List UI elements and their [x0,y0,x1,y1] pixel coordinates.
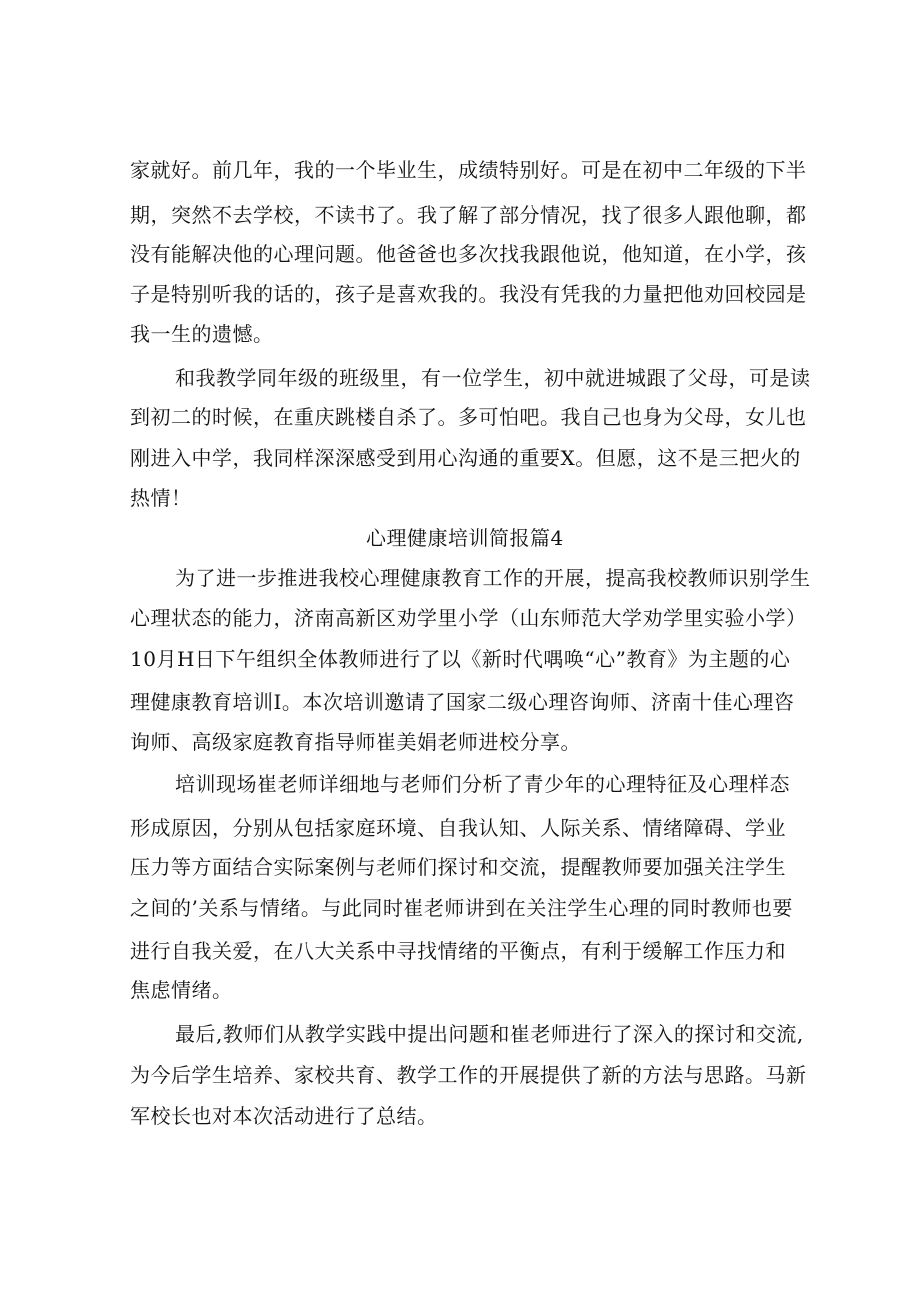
paragraph-1-line-5: 我一生的遗憾。 [130,322,274,346]
paragraph-2-line-4: 热情！ [130,486,192,510]
paragraph-2-line-3: 刚进入中学，我同样深深感受到用心沟通的重要X。但愿，这不是三把火的 [130,446,801,470]
paragraph-4-line-3: 压力等方面结合实际案例与老师们探讨和交流，提醒教师要加强关注学生 [130,855,786,879]
paragraph-5-line-2: 为今后学生培养、家校共育、教学工作的开展提供了新的方法与思路。马新 [130,1063,807,1087]
paragraph-5-line-1: 最后,教师们从教学实践中提出问题和崔老师进行了深入的探讨和交流, [175,1022,804,1046]
paragraph-3-line-2: 心理状态的能力，济南高新区劝学里小学（山东师范大学劝学里实验小学） [130,606,807,630]
paragraph-1-line-2: 期，突然不去学校，不读书了。我了解了部分情况，找了很多人跟他聊，都 [130,203,807,227]
paragraph-3-line-3: 10月H日下午组织全体教师进行了以《新时代喁唤“心”教育》为主题的心 [130,647,791,671]
paragraph-4-line-5: 进行自我关爱，在八大关系中寻找情绪的平衡点，有利于缓解工作压力和 [130,939,786,963]
paragraph-4-line-6: 焦虑情绪。 [130,978,233,1002]
paragraph-2-line-1: 和我教学同年级的班级里，有一位学生，初中就进城跟了父母，可是读 [175,366,811,390]
paragraph-1-line-1: 家就好。前几年，我的一个毕业生，成绩特别好。可是在初中二年级的下半 [130,158,807,182]
paragraph-4-line-1: 培训现场崔老师详细地与老师们分析了青少年的心理特征及心理样态 [175,772,790,796]
paragraph-5-line-3: 军校长也对本次活动进行了总结。 [130,1104,438,1128]
paragraph-1-line-3: 没有能解决他的心理问题。他爸爸也多次找我跟他说，他知道，在小学，孩 [130,242,807,266]
paragraph-3-line-1: 为了进一步推进我校心理健康教育工作的开展，提高我校教师识别学生 [175,566,811,590]
paragraph-4-line-4: 之间的’关系与情绪。与此同时崔老师讲到在关注学生心理的同时教师也要 [130,896,793,920]
paragraph-2-line-2: 到初二的时候，在重庆跳楼自杀了。多可怕吧。我自己也身为父母，女儿也 [130,405,807,429]
paragraph-3-line-4: 理健康教育培训I。本次培训邀请了国家二级心理咨询师、济南十佳心理咨 [130,690,795,714]
paragraph-3-line-5: 询师、高级家庭教育指导师崔美娟老师进校分享。 [130,730,581,754]
paragraph-4-line-2: 形成原因，分别从包括家庭环境、自我认知、人际关系、情绪障碍、学业 [130,816,786,840]
section-title: 心理健康培训简报篇4 [366,526,564,550]
paragraph-1-line-4: 子是特别听我的话的，孩子是喜欢我的。我没有凭我的力量把他劝回校园是 [130,282,807,306]
